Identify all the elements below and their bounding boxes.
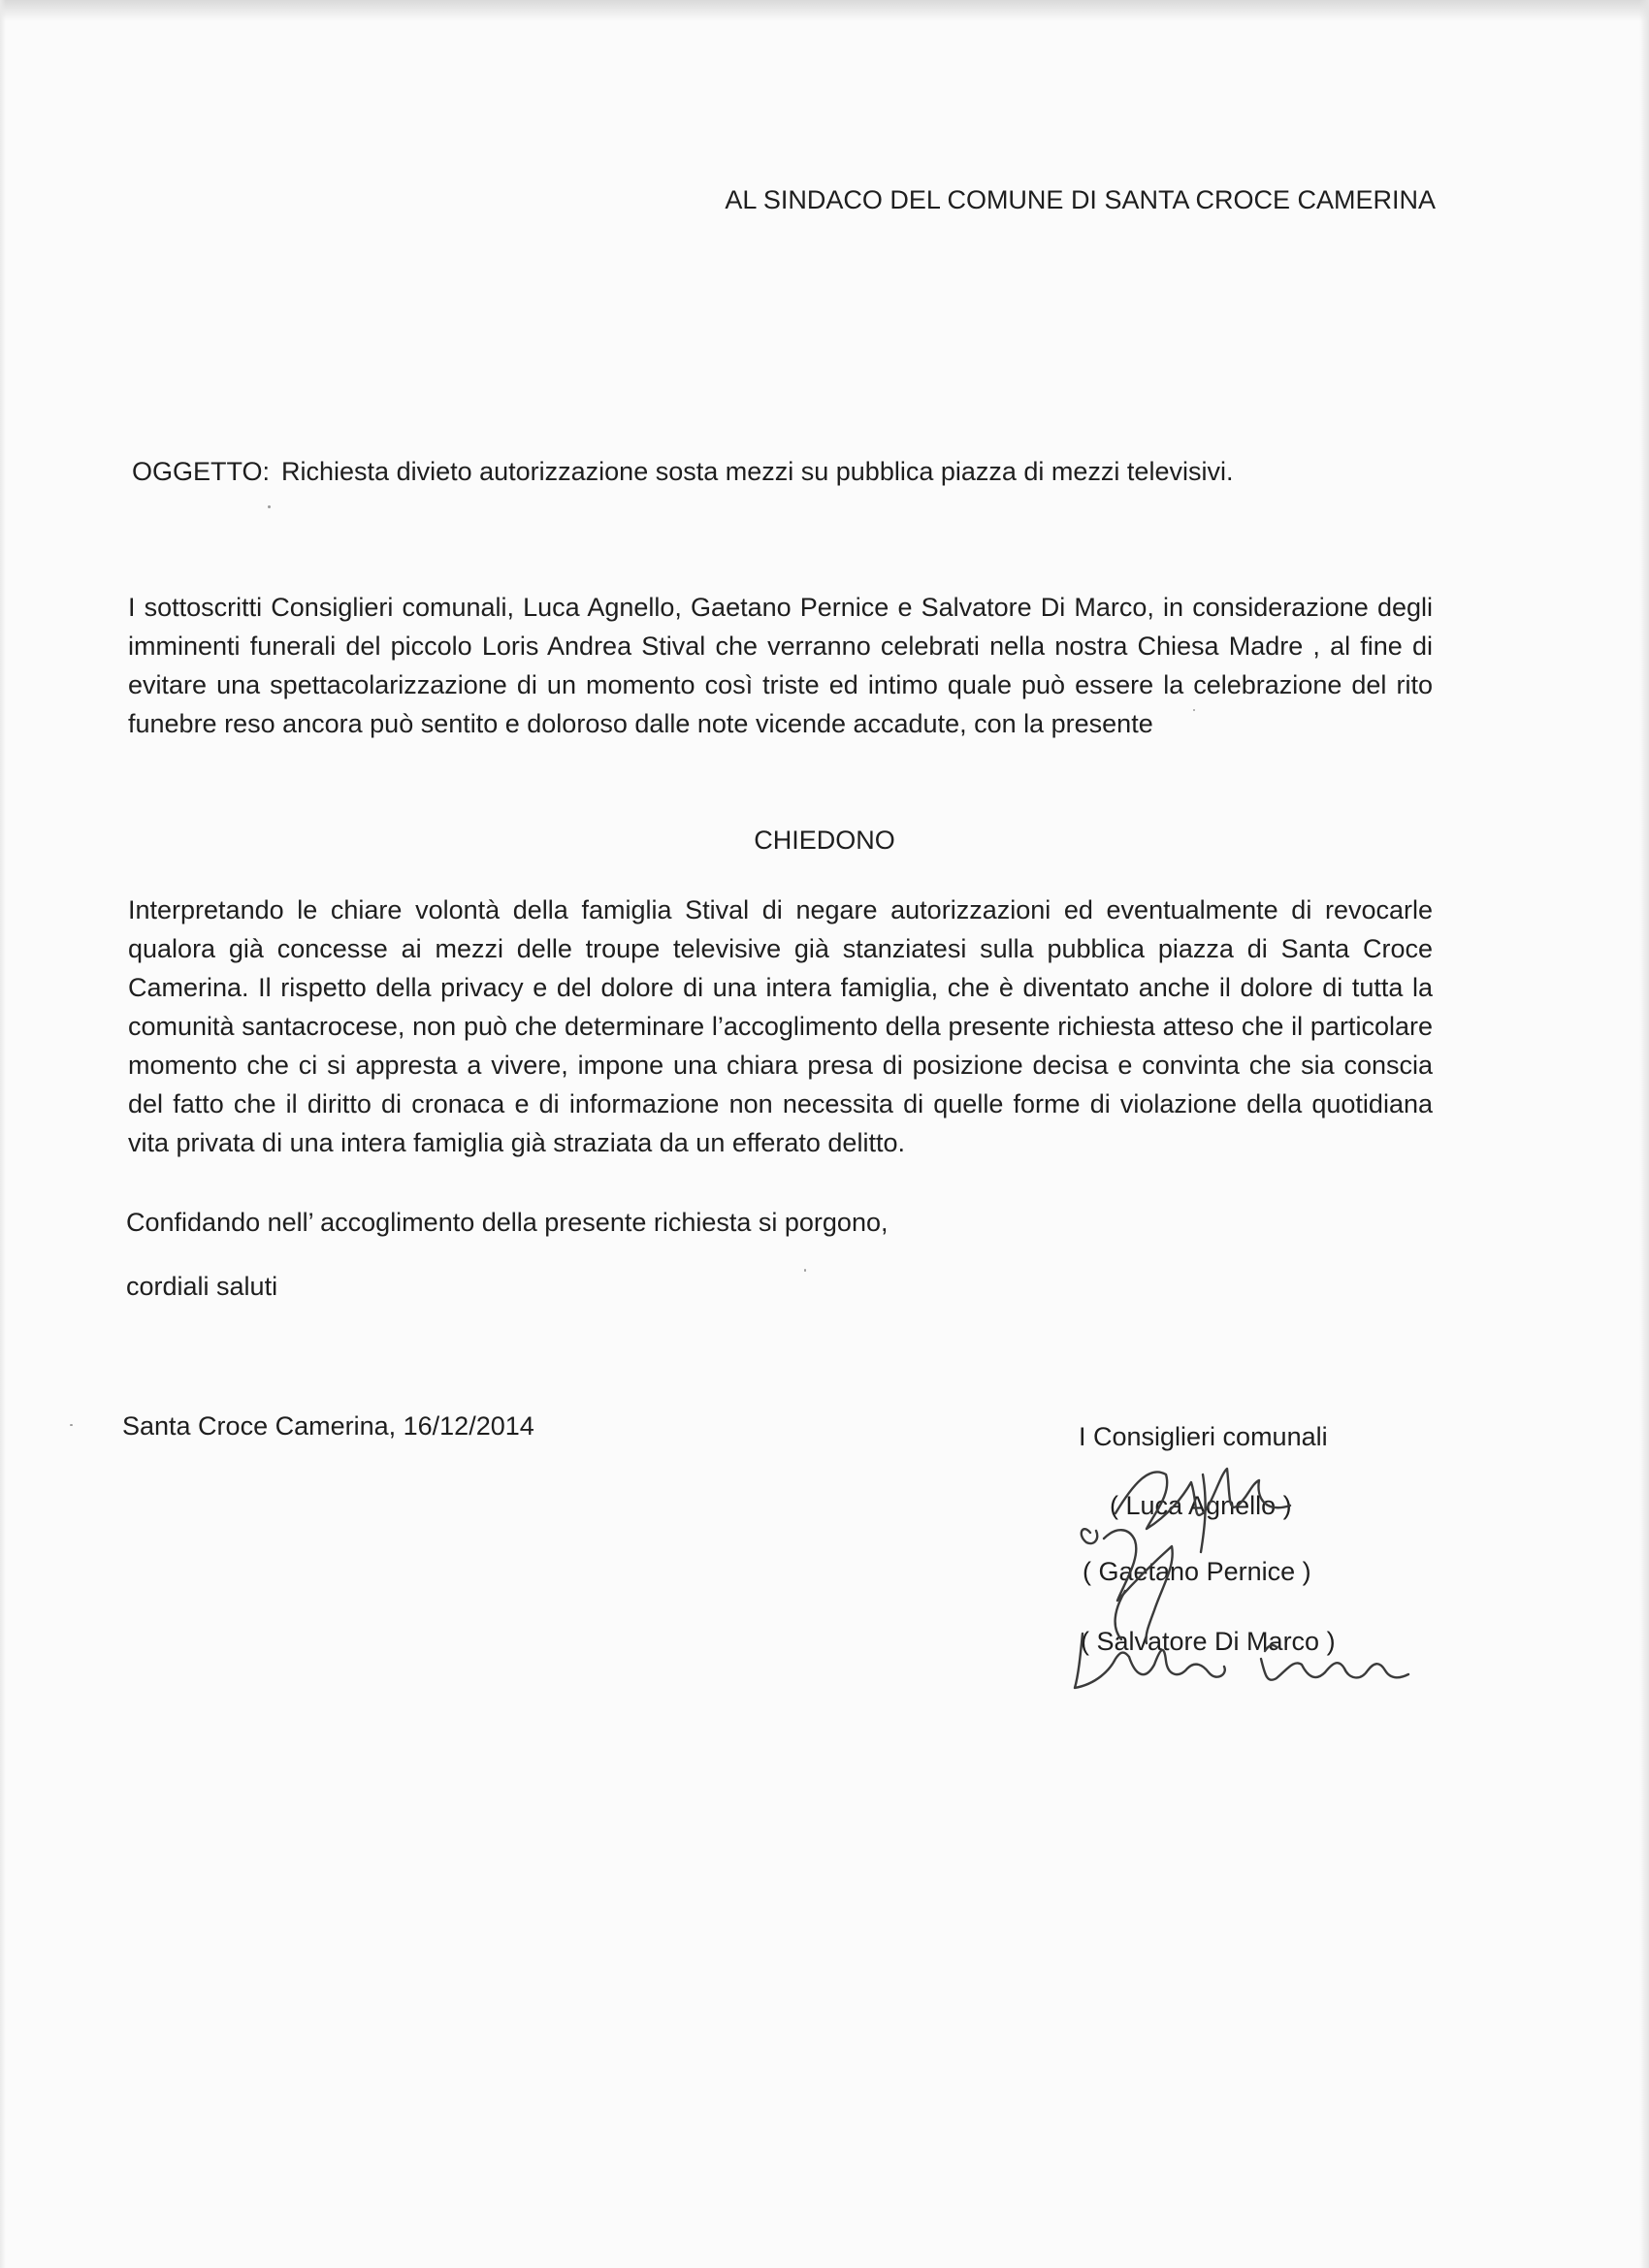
signatory-name-3: ( Salvatore Di Marco )	[1081, 1627, 1336, 1656]
signature-stroke-5	[1116, 1591, 1125, 1639]
signature-stroke-6	[1075, 1634, 1225, 1688]
signature-stroke-8	[1265, 1645, 1277, 1651]
recipient-line: AL SINDACO DEL COMUNE DI SANTA CROCE CAMERINA	[725, 185, 1436, 214]
signatory-name-2: ( Gaetano Pernice )	[1083, 1557, 1311, 1586]
handwritten-signatures	[1057, 1445, 1484, 1727]
scan-shadow-top	[0, 0, 1649, 21]
subject-text: Richiesta divieto autorizzazione sosta mezzi su pubblica piazza di mezzi televisivi.	[281, 457, 1234, 486]
signature-stroke-7	[1261, 1659, 1408, 1680]
scan-shadow-right	[1639, 0, 1649, 2268]
scan-shadow-left	[0, 0, 6, 2268]
scan-speck	[1193, 709, 1195, 711]
subject-label: OGGETTO:	[132, 457, 271, 486]
scan-speck	[70, 1424, 73, 1426]
body-paragraph-2: Interpretando le chiare volontà della famiglia Stival di negare autorizzazioni ed eventualmente di revocarle qualora già concesse ai mezzi delle troupe televisive già stanziatesi sulla pubblica piazza di Santa Croce Camerina. Il rispetto della privacy e del dolore di una intera famiglia, che è diventato anche il dolore di tutta la comunità santacrocese, non può che determinare l’accoglimento della presente richiesta atteso che il particolare momento che ci si appresta a vivere, impone una chiara presa di posizione decisa e convinta che sia conscia del fatto che il diritto di cronaca e di informazione non necessita di quelle forme di violazione della quotidiana vita privata di una intera famiglia già straziata da un efferato delitto.	[128, 895, 1433, 1157]
scan-speck	[804, 1269, 806, 1272]
body-paragraph-1: I sottoscritti Consiglieri comunali, Luca Agnello, Gaetano Pernice e Salvatore Di Marco, in considerazione degli imminenti funerali del piccolo Loris Andrea Stival che verranno celebrati nella nostra Chiesa Madre , al fine di evitare una spettacolarizzazione di un momento così triste ed intimo quale può essere la celebrazione del rito funebre reso ancora può sentito e doloroso dalle note vicende accadute, con la presente	[128, 593, 1433, 738]
greeting-line: cordiali saluti	[126, 1272, 278, 1301]
request-heading: CHIEDONO	[754, 826, 895, 855]
place-date: Santa Croce Camerina, 16/12/2014	[122, 1411, 534, 1441]
signature-stroke-3	[1082, 1529, 1098, 1543]
signature-block-title: I Consiglieri comunali	[1079, 1422, 1328, 1451]
subject-line	[132, 452, 1233, 491]
closing-line: Confidando nell’ accoglimento della presente richiesta si porgono,	[126, 1208, 889, 1237]
signatory-name-1: ( Luca Agnello )	[1110, 1491, 1292, 1520]
signature-stroke-4	[1104, 1530, 1173, 1643]
scan-speck	[268, 505, 271, 508]
